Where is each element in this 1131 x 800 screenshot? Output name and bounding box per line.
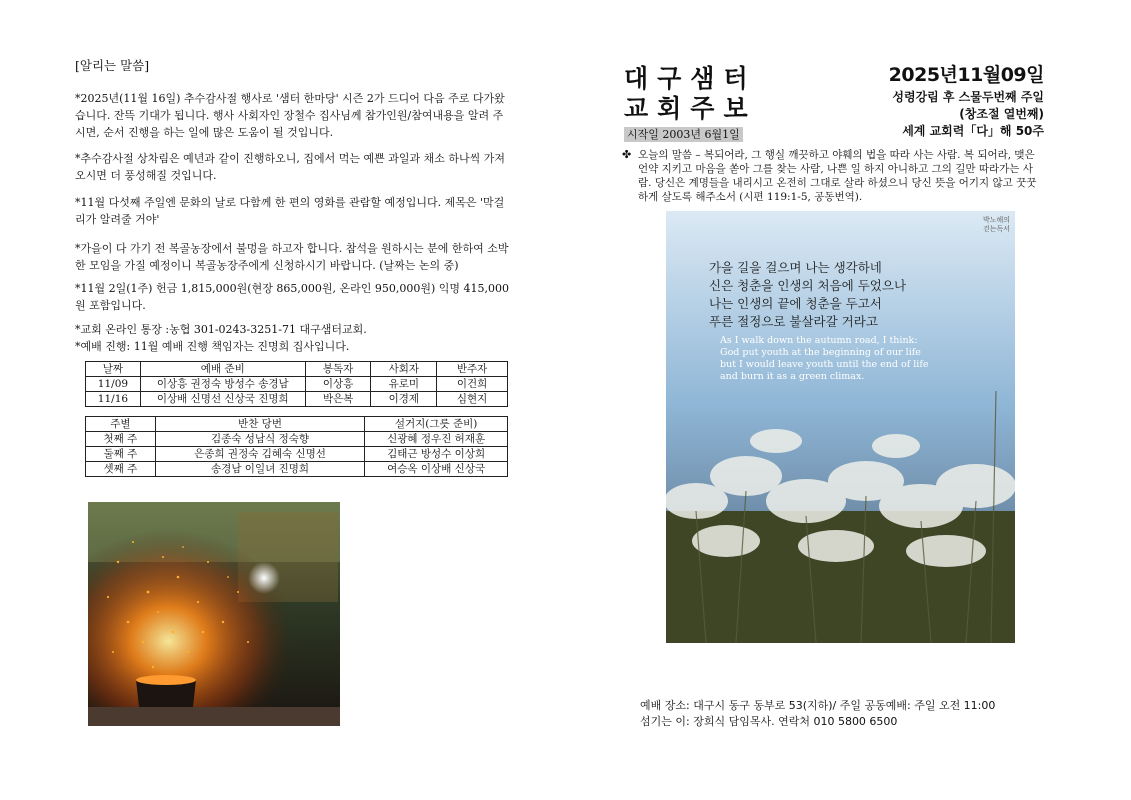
poem-line: 신은 청춘을 인생의 처음에 두었으나: [709, 278, 907, 293]
announcement-item: *예배 진행: 11월 예배 진행 책임자는 진명희 집사입니다.: [75, 340, 350, 353]
announcement-item: *가을이 다 가기 전 복골농장에서 불멍을 하고자 합니다. 참석을 원하시는 분에 한하여 소박한 모임을 가질 예정이니 복골농장주에게 신청하시기 바랍니다. (날짜는 논의 중): [75, 242, 509, 272]
table-header-row: [86, 417, 508, 432]
table-row: [86, 392, 508, 407]
table-cell: 여승옥 이상배 신상국: [365, 462, 508, 477]
table-cell: 이건희: [437, 377, 508, 392]
table-cell: 11/16: [86, 392, 141, 407]
announcement-item: *11월 다섯째 주일엔 문화의 날로 다함께 한 편의 영화를 관람할 예정입니다. 제목은 '막걸리가 알려줄 거야': [75, 196, 505, 226]
announcement-item: *2025년(11월 16일) 추수감사절 행사로 '샘터 한마당' 시즌 2가 드디어 다음 주로 다가왔습니다. 잔뜩 기대가 됩니다. 행사 사회자인 장철수 집사님께 참가인원/참여내용을 알려 주시면, 순서 진행을 하는 일에 많은 도움이 될 것입니다.: [75, 92, 505, 139]
masthead: [624, 64, 757, 124]
table-header: 사회자: [371, 362, 437, 377]
poem-line: but I would leave youth until the end of life: [720, 359, 929, 370]
table-cell: 셋째 주: [86, 462, 156, 477]
bulletin-date: 2025년11월09일: [888, 64, 1044, 86]
worship-schedule-table: [85, 361, 508, 407]
table-header-row: [86, 362, 508, 377]
table-cell: 11/09: [86, 377, 141, 392]
table-cell: 이상흥: [305, 377, 371, 392]
poem-korean: [709, 259, 906, 331]
table-cell: 송경남 이일녀 진명희: [155, 462, 364, 477]
creation-season: (창조절 열번째): [959, 107, 1044, 121]
kitchen-duty-table: [85, 416, 508, 477]
announcement-item: *11월 2일(1주) 헌금 1,815,000원(현장 865,000원, 온라인 950,000원) 익명 415,000원 포함입니다.: [75, 282, 509, 312]
table-header: 반주자: [437, 362, 508, 377]
verse-text: 오늘의 말씀 – 복되어라, 그 행실 깨끗하고 야훼의 법을 따라 사는 사람. 복 되어라, 맺은 언약 지키고 마음을 쏟아 그를 찾는 사람, 나쁜 일 하지 아니하고 그의 길만 따라가는 사람. 당신은 계명들을 내리시고 온전히 그대로 살라 하셨으니 당신 뜻을 어기지 않고 꿋꿋하게 살도록 해주소서 (시편 119:1-5, 공동번역).: [638, 149, 1037, 203]
table-header: 예배 준비: [140, 362, 305, 377]
table-cell: 신광혜 정우진 허재훈: [365, 432, 508, 447]
table-cell: 김태근 방성수 이상희: [365, 447, 508, 462]
table-cell: 이상배 신명선 신상국 진명희: [140, 392, 305, 407]
bonfire-photo: [88, 502, 340, 726]
poem-line: God put youth at the beginning of our life: [720, 347, 921, 358]
table-cell: 박은복: [305, 392, 371, 407]
table-cell: 이상흥 권정숙 방성수 송경남: [140, 377, 305, 392]
table-cell: 유로미: [371, 377, 437, 392]
table-row: [86, 377, 508, 392]
table-row: [86, 447, 508, 462]
poster-logo-line: 박노해의: [982, 216, 1010, 224]
poster-logo-line: 걷는독서: [982, 225, 1010, 233]
table-cell: 심현지: [437, 392, 508, 407]
table-row: [86, 462, 508, 477]
table-header: 날짜: [86, 362, 141, 377]
table-cell: 이경제: [371, 392, 437, 407]
poem-line: 가을 길을 걸으며 나는 생각하네: [709, 260, 882, 275]
poem-english: [720, 335, 928, 383]
table-header: 반찬 당번: [155, 417, 364, 432]
church-calendar-week: 세계 교회력「다」해 50주: [902, 124, 1044, 138]
worship-location: 예배 장소: 대구시 동구 동부로 53(지하)/ 주일 공동예배: 주일 오전 11:00: [640, 699, 996, 712]
poem-line: 나는 인생의 끝에 청춘을 두고서: [709, 296, 882, 311]
poster-logo: [983, 216, 1010, 234]
todays-verse: [622, 148, 1042, 204]
cross-bullet-icon: ✤: [622, 148, 632, 161]
table-row: [86, 432, 508, 447]
poem-line: 푸른 절정으로 불살라갈 거라고: [709, 314, 878, 329]
poem-line: and burn it as a green climax.: [720, 371, 865, 382]
table-cell: 첫째 주: [86, 432, 156, 447]
table-cell: 김종숙 성남식 정숙향: [155, 432, 364, 447]
poem-poster: [666, 211, 1015, 643]
announcement-item: *추수감사절 상차림은 예년과 같이 진행하오니, 집에서 먹는 예쁜 과일과 채소 하나씩 가져오시면 더 풍성해질 것입니다.: [75, 152, 505, 182]
poem-line: As I walk down the autumn road, I think:: [720, 335, 918, 346]
table-header: 주별: [86, 417, 156, 432]
table-cell: 은종희 권정숙 김혜숙 신명선: [155, 447, 364, 462]
table-header: 봉독자: [305, 362, 371, 377]
table-cell: 둘째 주: [86, 447, 156, 462]
announcements-title: [알리는 말씀]: [75, 58, 150, 73]
masthead-church-name: 대구샘터: [624, 64, 757, 93]
masthead-bulletin-label: 교회주보: [624, 94, 757, 123]
liturgical-week: 성령강림 후 스물두번째 주일: [892, 90, 1044, 104]
pastor-contact: 섬기는 이: 장희식 담임목사. 연락처 010 5800 6500: [640, 715, 898, 728]
announcement-item: *교회 온라인 통장 :농협 301-0243-3251-71 대구샘터교회.: [75, 323, 367, 336]
founding-date: 시작일 2003년 6월1일: [624, 127, 743, 142]
table-header: 설거지(그릇 준비): [365, 417, 508, 432]
